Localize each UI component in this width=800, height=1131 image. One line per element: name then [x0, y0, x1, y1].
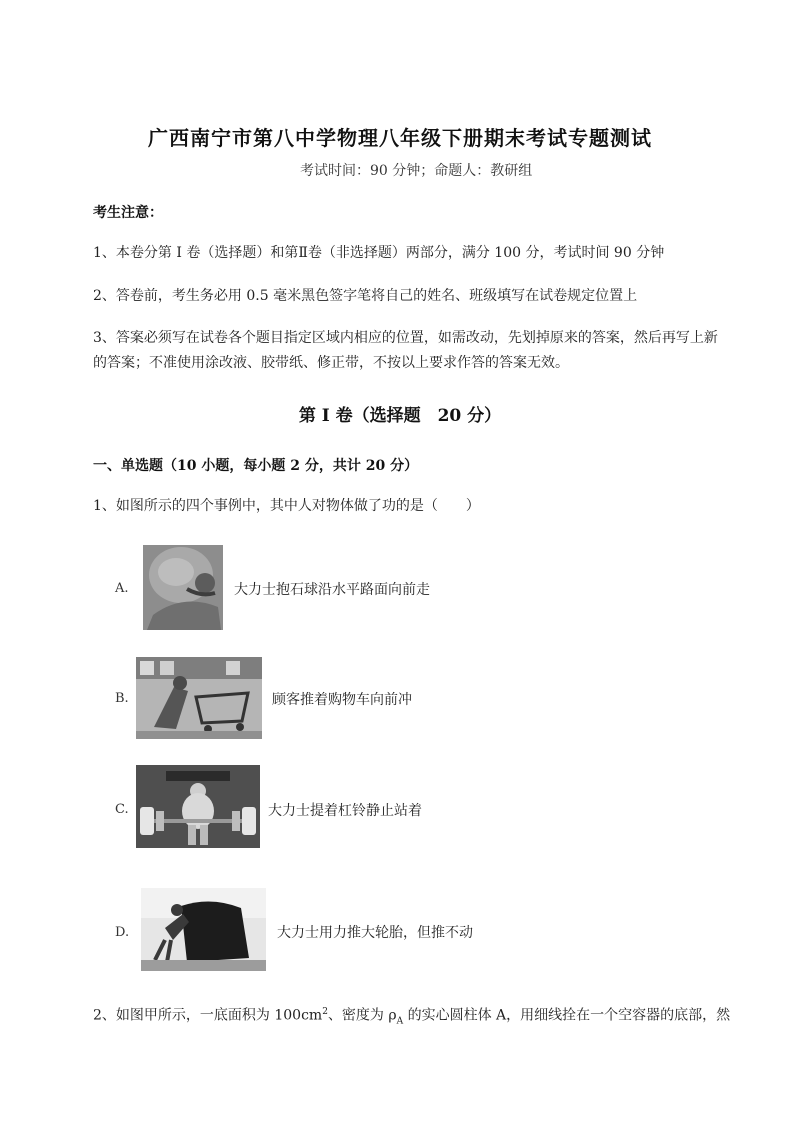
notice-heading: 考生注意： — [93, 205, 163, 221]
option-b-label: B. — [115, 691, 129, 706]
question-1-stem: 1、如图所示的四个事例中，其中人对物体做了功的是（ ） — [93, 498, 480, 514]
section-title: 第 I 卷（选择题 20 分） — [298, 406, 502, 426]
option-d-text: 大力士用力推大轮胎，但推不动 — [277, 925, 473, 941]
tire-push-photo — [141, 888, 266, 971]
question-2-stem-part1: 2、如图甲所示，一底面积为 100cm — [93, 1007, 323, 1024]
option-c-text: 大力士提着杠铃静止站着 — [268, 803, 422, 819]
page-title: 广西南宁市第八中学物理八年级下册期末考试专题测试 — [148, 126, 652, 150]
option-b-text: 顾客推着购物车向前冲 — [272, 692, 412, 708]
question-2-stem — [93, 1000, 730, 1034]
notice-item-3-cont: 的答案；不准使用涂改液、胶带纸、修正带，不按以上要求作答的答案无效。 — [93, 355, 569, 371]
exam-info: 考试时间：90 分钟；命题人：教研组 — [300, 163, 533, 179]
strongman-carrying-stone-photo — [143, 545, 223, 630]
option-a-label: A. — [115, 581, 129, 596]
question-2-subscript: A — [396, 1016, 404, 1027]
notice-item-2: 2、答卷前，考生务必用 0.5 毫米黑色签字笔将自己的姓名、班级填写在试卷规定位置上 — [93, 288, 638, 304]
option-c-label: C. — [115, 802, 129, 817]
question-2-superscript: 2 — [322, 1007, 328, 1017]
notice-item-1: 1、本卷分第 I 卷（选择题）和第Ⅱ卷（非选择题）两部分，满分 100 分，考试时间 90 分钟 — [93, 245, 665, 261]
shopping-cart-push-photo — [136, 657, 262, 739]
question-2-stem-part3: 的实心圆柱体 A，用细线拴在一个空容器的底部，然 — [403, 1007, 731, 1024]
barbell-hold-photo — [136, 765, 260, 848]
option-d-label: D. — [115, 925, 130, 940]
option-a-text: 大力士抱石球沿水平路面向前走 — [234, 582, 430, 598]
notice-item-3: 3、答案必须写在试卷各个题目指定区域内相应的位置，如需改动，先划掉原来的答案，然后再写上新 — [93, 330, 718, 346]
part-heading: 一、单选题（10 小题，每小题 2 分，共计 20 分） — [93, 458, 419, 474]
question-2-stem-part2: 、密度为 ρ — [327, 1007, 397, 1024]
